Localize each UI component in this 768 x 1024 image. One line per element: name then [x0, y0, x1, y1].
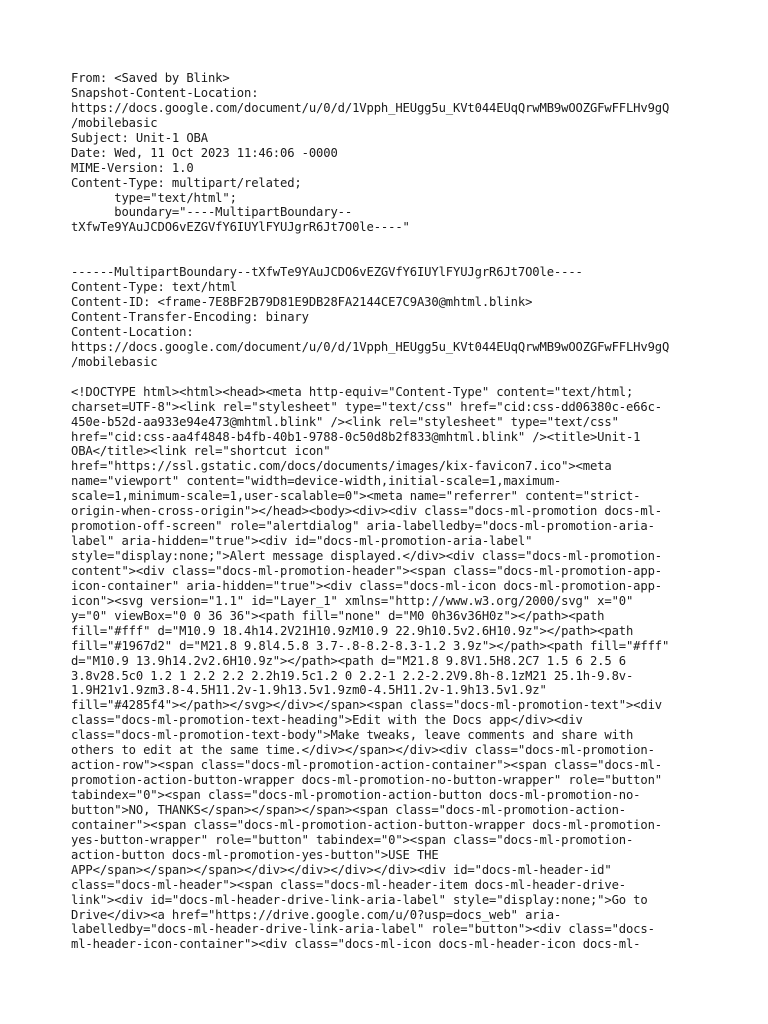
- document-line: Snapshot-Content-Location:: [71, 85, 259, 100]
- document-line: class="docs-ml-promotion-text-heading">Edit with the Docs app</div><div: [71, 713, 583, 728]
- document-line: [71, 370, 751, 385]
- document-line: https://docs.google.com/document/u/0/d/1Vpph_HEUgg5u_KVt044EUqQrwMB9wOOZGFwFFLHv9gQ: [71, 339, 670, 354]
- document-line: tXfwTe9YAuJCDO6vEZGVfY6IUYlFYUJgrR6Jt7O0le----": [71, 220, 410, 235]
- document-line: From: <Saved by Blink>: [71, 71, 230, 85]
- document-line: origin-when-cross-origin"></head><body><div><div class="docs-ml-promotion docs-ml-: [71, 504, 663, 519]
- document-line: action-button docs-ml-promotion-yes-button">USE THE: [71, 847, 439, 862]
- document-line: /mobilebasic: [71, 354, 158, 369]
- document-line: ------MultipartBoundary--tXfwTe9YAuJCDO6vEZGVfY6IUYlFYUJgrR6Jt7O0le----: [71, 265, 583, 280]
- document-line: [71, 250, 751, 265]
- document-line: link"><div id="docs-ml-header-drive-link-aria-label" style="display:none;">Go to: [71, 892, 648, 907]
- document-line: fill="#1967d2" d="M21.8 9.8l4.5.8 3.7-.8-8.2-8.3-1.2 3.9z"></path><path fill="#fff": [71, 638, 670, 653]
- document-line: Content-Type: multipart/related;: [71, 175, 302, 190]
- document-line: icon-container" aria-hidden="true"><div class="docs-ml-icon docs-ml-promotion-app-: [71, 578, 663, 593]
- document-line: Date: Wed, 11 Oct 2023 11:46:06 -0000: [71, 145, 338, 160]
- document-line: MIME-Version: 1.0: [71, 160, 194, 175]
- document-line: type="text/html";: [71, 190, 237, 205]
- document-line: href="cid:css-aa4f4848-b4fb-40b1-9788-0c50d8b2f833@mhtml.blink" /><title>Unit-1: [71, 429, 641, 444]
- document-line: 1.9H21v1.9zm3.8-4.5H11.2v-1.9h13.5v1.9zm0-4.5H11.2v-1.9h13.5v1.9z": [71, 683, 547, 698]
- document-line: APP</span></span></span></div></div></div></div><div id="docs-ml-header-id": [71, 862, 612, 877]
- document-line: promotion-off-screen" role="alertdialog" aria-labelledby="docs-ml-promotion-aria-: [71, 519, 655, 534]
- document-line: Content-Transfer-Encoding: binary: [71, 310, 309, 324]
- document-line: 450e-b52d-aa933e94e473@mhtml.blink" /><link rel="stylesheet" type="text/css": [71, 414, 619, 429]
- document-line: Subject: Unit-1 OBA: [71, 130, 208, 145]
- document-line: boundary="----MultipartBoundary--: [71, 205, 353, 220]
- document-line: ml-header-icon-container"><div class="docs-ml-icon docs-ml-header-icon docs-ml-: [71, 937, 641, 952]
- document-line: charset=UTF-8"><link rel="stylesheet" type="text/css" href="cid:css-dd06380c-e66c-: [71, 399, 663, 414]
- document-text: [71, 71, 751, 952]
- document-line: href="https://ssl.gstatic.com/docs/documents/images/kix-favicon7.ico"><meta: [71, 459, 612, 474]
- document-line: container"><span class="docs-ml-promotion-action-button-wrapper docs-ml-promotion-: [71, 817, 663, 832]
- document-line: class="docs-ml-promotion-text-body">Make tweaks, leave comments and share with: [71, 728, 634, 743]
- document-line: button">NO, THANKS</span></span></span><span class="docs-ml-promotion-action-: [71, 802, 626, 817]
- document-line: https://docs.google.com/document/u/0/d/1Vpph_HEUgg5u_KVt044EUqQrwMB9wOOZGFwFFLHv9gQ: [71, 100, 670, 115]
- document-line: label" aria-hidden="true"><div id="docs-ml-promotion-aria-label": [71, 534, 533, 549]
- document-line: d="M10.9 13.9h14.2v2.6H10.9z"></path><path d="M21.8 9.8V1.5H8.2C7 1.5 6 2.5 6: [71, 653, 626, 668]
- document-line: scale=1,minimum-scale=1,user-scalable=0"><meta name="referrer" content="strict-: [71, 489, 641, 504]
- document-line: tabindex="0"><span class="docs-ml-promotion-action-button docs-ml-promotion-no-: [71, 788, 641, 802]
- document-line: icon"><svg version="1.1" id="Layer_1" xmlns="http://www.w3.org/2000/svg" x="0": [71, 593, 634, 608]
- document-line: labelledby="docs-ml-header-drive-link-aria-label" role="button"><div class="docs-: [71, 922, 655, 937]
- document-line: /mobilebasic: [71, 115, 158, 130]
- document-line: Content-ID: <frame-7E8BF2B79D81E9DB28FA2144CE7C9A30@mhtml.blink>: [71, 295, 533, 310]
- document-line: name="viewport" content="width=device-width,initial-scale=1,maximum-: [71, 474, 562, 489]
- document-line: yes-button-wrapper" role="button" tabindex="0"><span class="docs-ml-promotion-: [71, 832, 634, 847]
- document-line: OBA</title><link rel="shortcut icon": [71, 444, 331, 459]
- document-line: fill="#fff" d="M10.9 18.4h14.2V21H10.9zM10.9 22.9h10.5v2.6H10.9z"></path><path: [71, 623, 634, 638]
- document-line: fill="#4285f4"></path></svg></div></span><span class="docs-ml-promotion-text"><div: [71, 698, 663, 713]
- document-line: [71, 235, 751, 250]
- document-line: Content-Type: text/html: [71, 280, 237, 295]
- document-line: promotion-action-button-wrapper docs-ml-promotion-no-button-wrapper" role="button": [71, 773, 663, 788]
- document-line: others to edit at the same time.</div></span></div><div class="docs-ml-promotion-: [71, 743, 655, 758]
- document-line: Content-Location:: [71, 324, 194, 339]
- document-line: class="docs-ml-header"><span class="docs-ml-header-item docs-ml-header-drive-: [71, 877, 626, 892]
- document-line: content"><div class="docs-ml-promotion-header"><span class="docs-ml-promotion-app-: [71, 563, 663, 578]
- document-line: style="display:none;">Alert message displayed.</div><div class="docs-ml-promotion-: [71, 549, 663, 563]
- document-line: Drive</div><a href="https://drive.google.com/u/0?usp=docs_web" aria-: [71, 907, 562, 922]
- document-line: 3.8v28.5c0 1.2 1 2.2 2.2 2.2h19.5c1.2 0 2.2-1 2.2-2.2V9.8h-8.1zM21 25.1h-9.8v-: [71, 668, 634, 683]
- document-line: <!DOCTYPE html><html><head><meta http-equiv="Content-Type" content="text/html;: [71, 384, 634, 399]
- document-line: y="0" viewBox="0 0 36 36"><path fill="none" d="M0 0h36v36H0z"></path><path: [71, 608, 605, 623]
- document-line: action-row"><span class="docs-ml-promotion-action-container"><span class="docs-ml-: [71, 758, 663, 773]
